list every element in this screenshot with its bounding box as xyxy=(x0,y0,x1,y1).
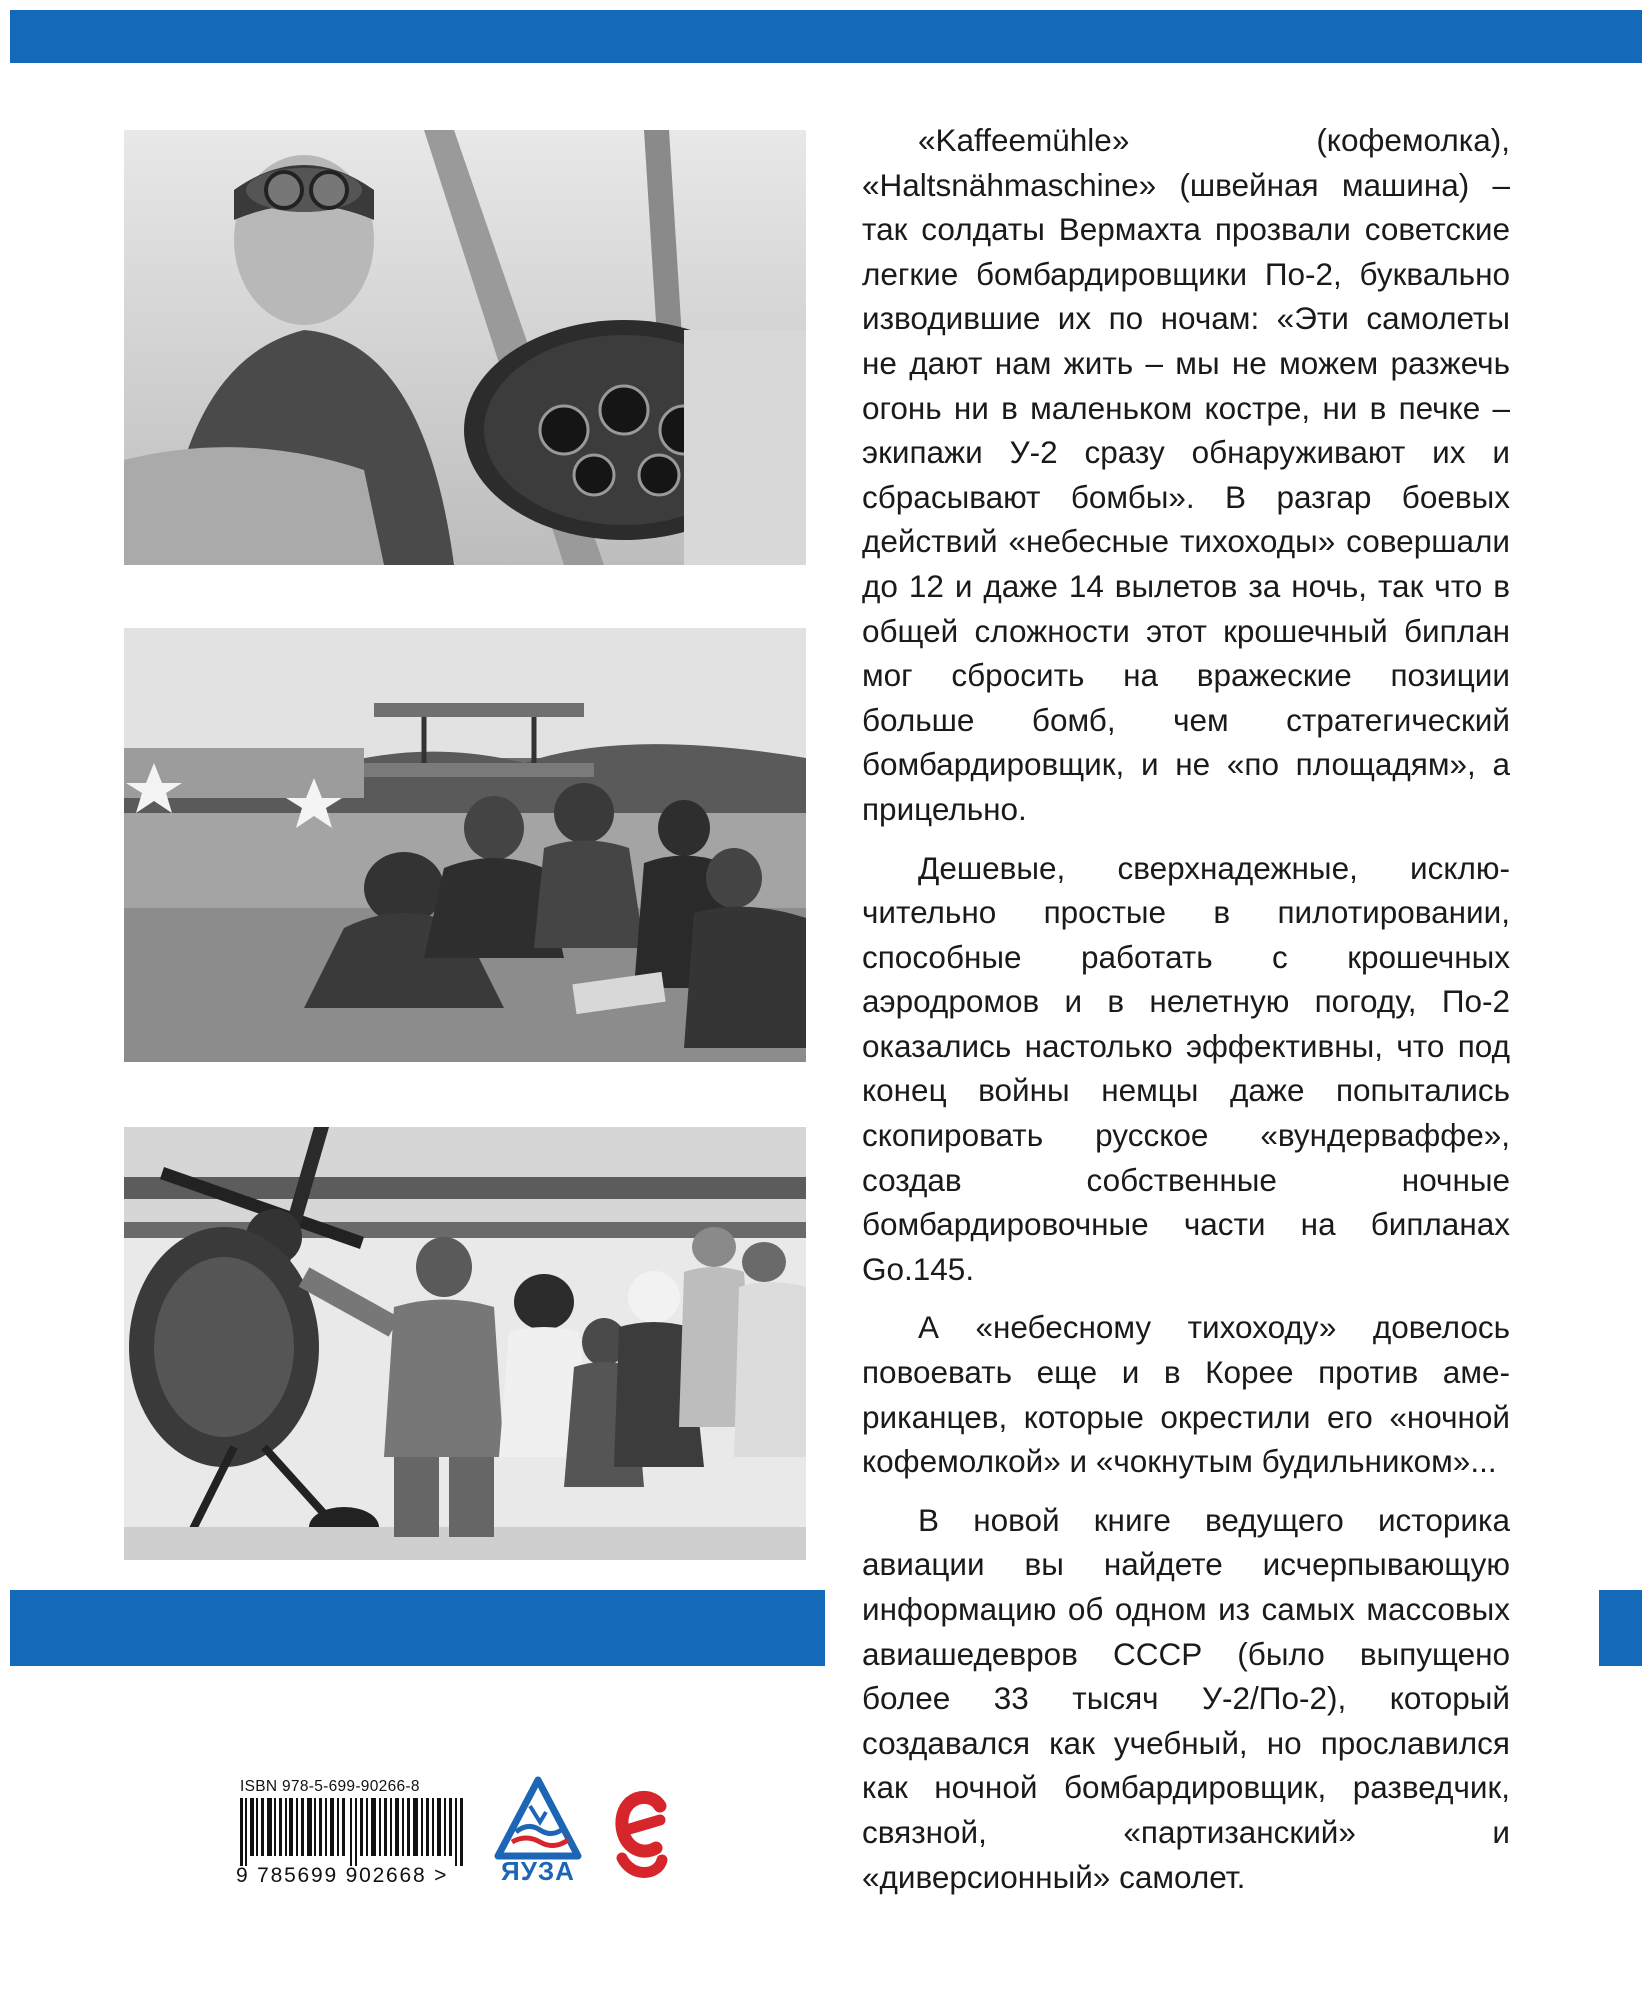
paragraph-2: Дешевые, сверхнадежные, исключительно простые в пилотировании, способные работать с крошечных аэродромов и в нелетную погоду, По-2 оказались настолько эффективны, что под конец войны немцы даже попытались скопировать русское «вундерваффе», создав собственные ночные бомбардировочные части на бипланах Go.145. xyxy=(862,849,1510,1287)
yauza-publisher-logo xyxy=(490,1776,586,1892)
annotation-text-column xyxy=(862,118,1510,1913)
yauza-logo-icon xyxy=(490,1776,586,1860)
barcode-icon xyxy=(240,1798,476,1866)
pilot-in-cockpit-photo xyxy=(124,130,806,565)
isbn-number: ISBN 978-5-699-90266-8 xyxy=(240,1778,420,1795)
eksmo-logo-icon xyxy=(612,1786,668,1882)
barcode-digits: 9 785699 902668 > xyxy=(236,1864,449,1887)
eksmo-publisher-logo xyxy=(612,1786,668,1882)
top-color-band xyxy=(10,10,1642,63)
isbn-barcode xyxy=(236,1778,476,1890)
paragraph-3: А «небесному тихоходу» довелось повоевать еще и в Корее против американцев, которые окрестили его «ночной кофемолкой» и «чокнутым будильником»... xyxy=(862,1309,1510,1480)
paragraph-1: «Kaffeemühle» (кофемолка), «Haltsnähmaschine» (швейная машина) – так солдаты Вермахта прозвали советские легкие бомбардировщики По-2, буквально изводившие их по ночам: «Эти самолеты не дают нам жить – мы не можем разжечь огонь ни в маленьком костре, ни в печке – экипажи У-2 сразу обнаруживают их и сбрасывают бомбы». В разгар боевых действий «небесные тихоходы» совершали до 12 и даже 14 вылетов за ночь, так что в общей сложности этот крошечный биплан мог сбросить на вражеские позиции больше бомб, чем стратегический бомбардировщик, и не «по площадям», а прицельно. xyxy=(862,122,1510,827)
middle-color-band-right xyxy=(1599,1590,1642,1666)
yauza-logo-text: ЯУЗА xyxy=(501,1856,575,1886)
pilot-with-children-by-biplane-photo xyxy=(124,1127,806,1560)
middle-color-band-left xyxy=(10,1590,825,1666)
paragraph-4: В новой книге ведущего историка авиации вы найдете исчерпывающую информацию об одном из самых массовых авиашедевров СССР (было выпущено более 33 тысяч У-2/По-2), который создавался как учебный, но прославился как ночной бомбардировщик, разведчик, связной, «партизанский» и «диверсионный» самолет. xyxy=(862,1501,1510,1895)
aircrew-resting-on-airfield-photo xyxy=(124,628,806,1062)
